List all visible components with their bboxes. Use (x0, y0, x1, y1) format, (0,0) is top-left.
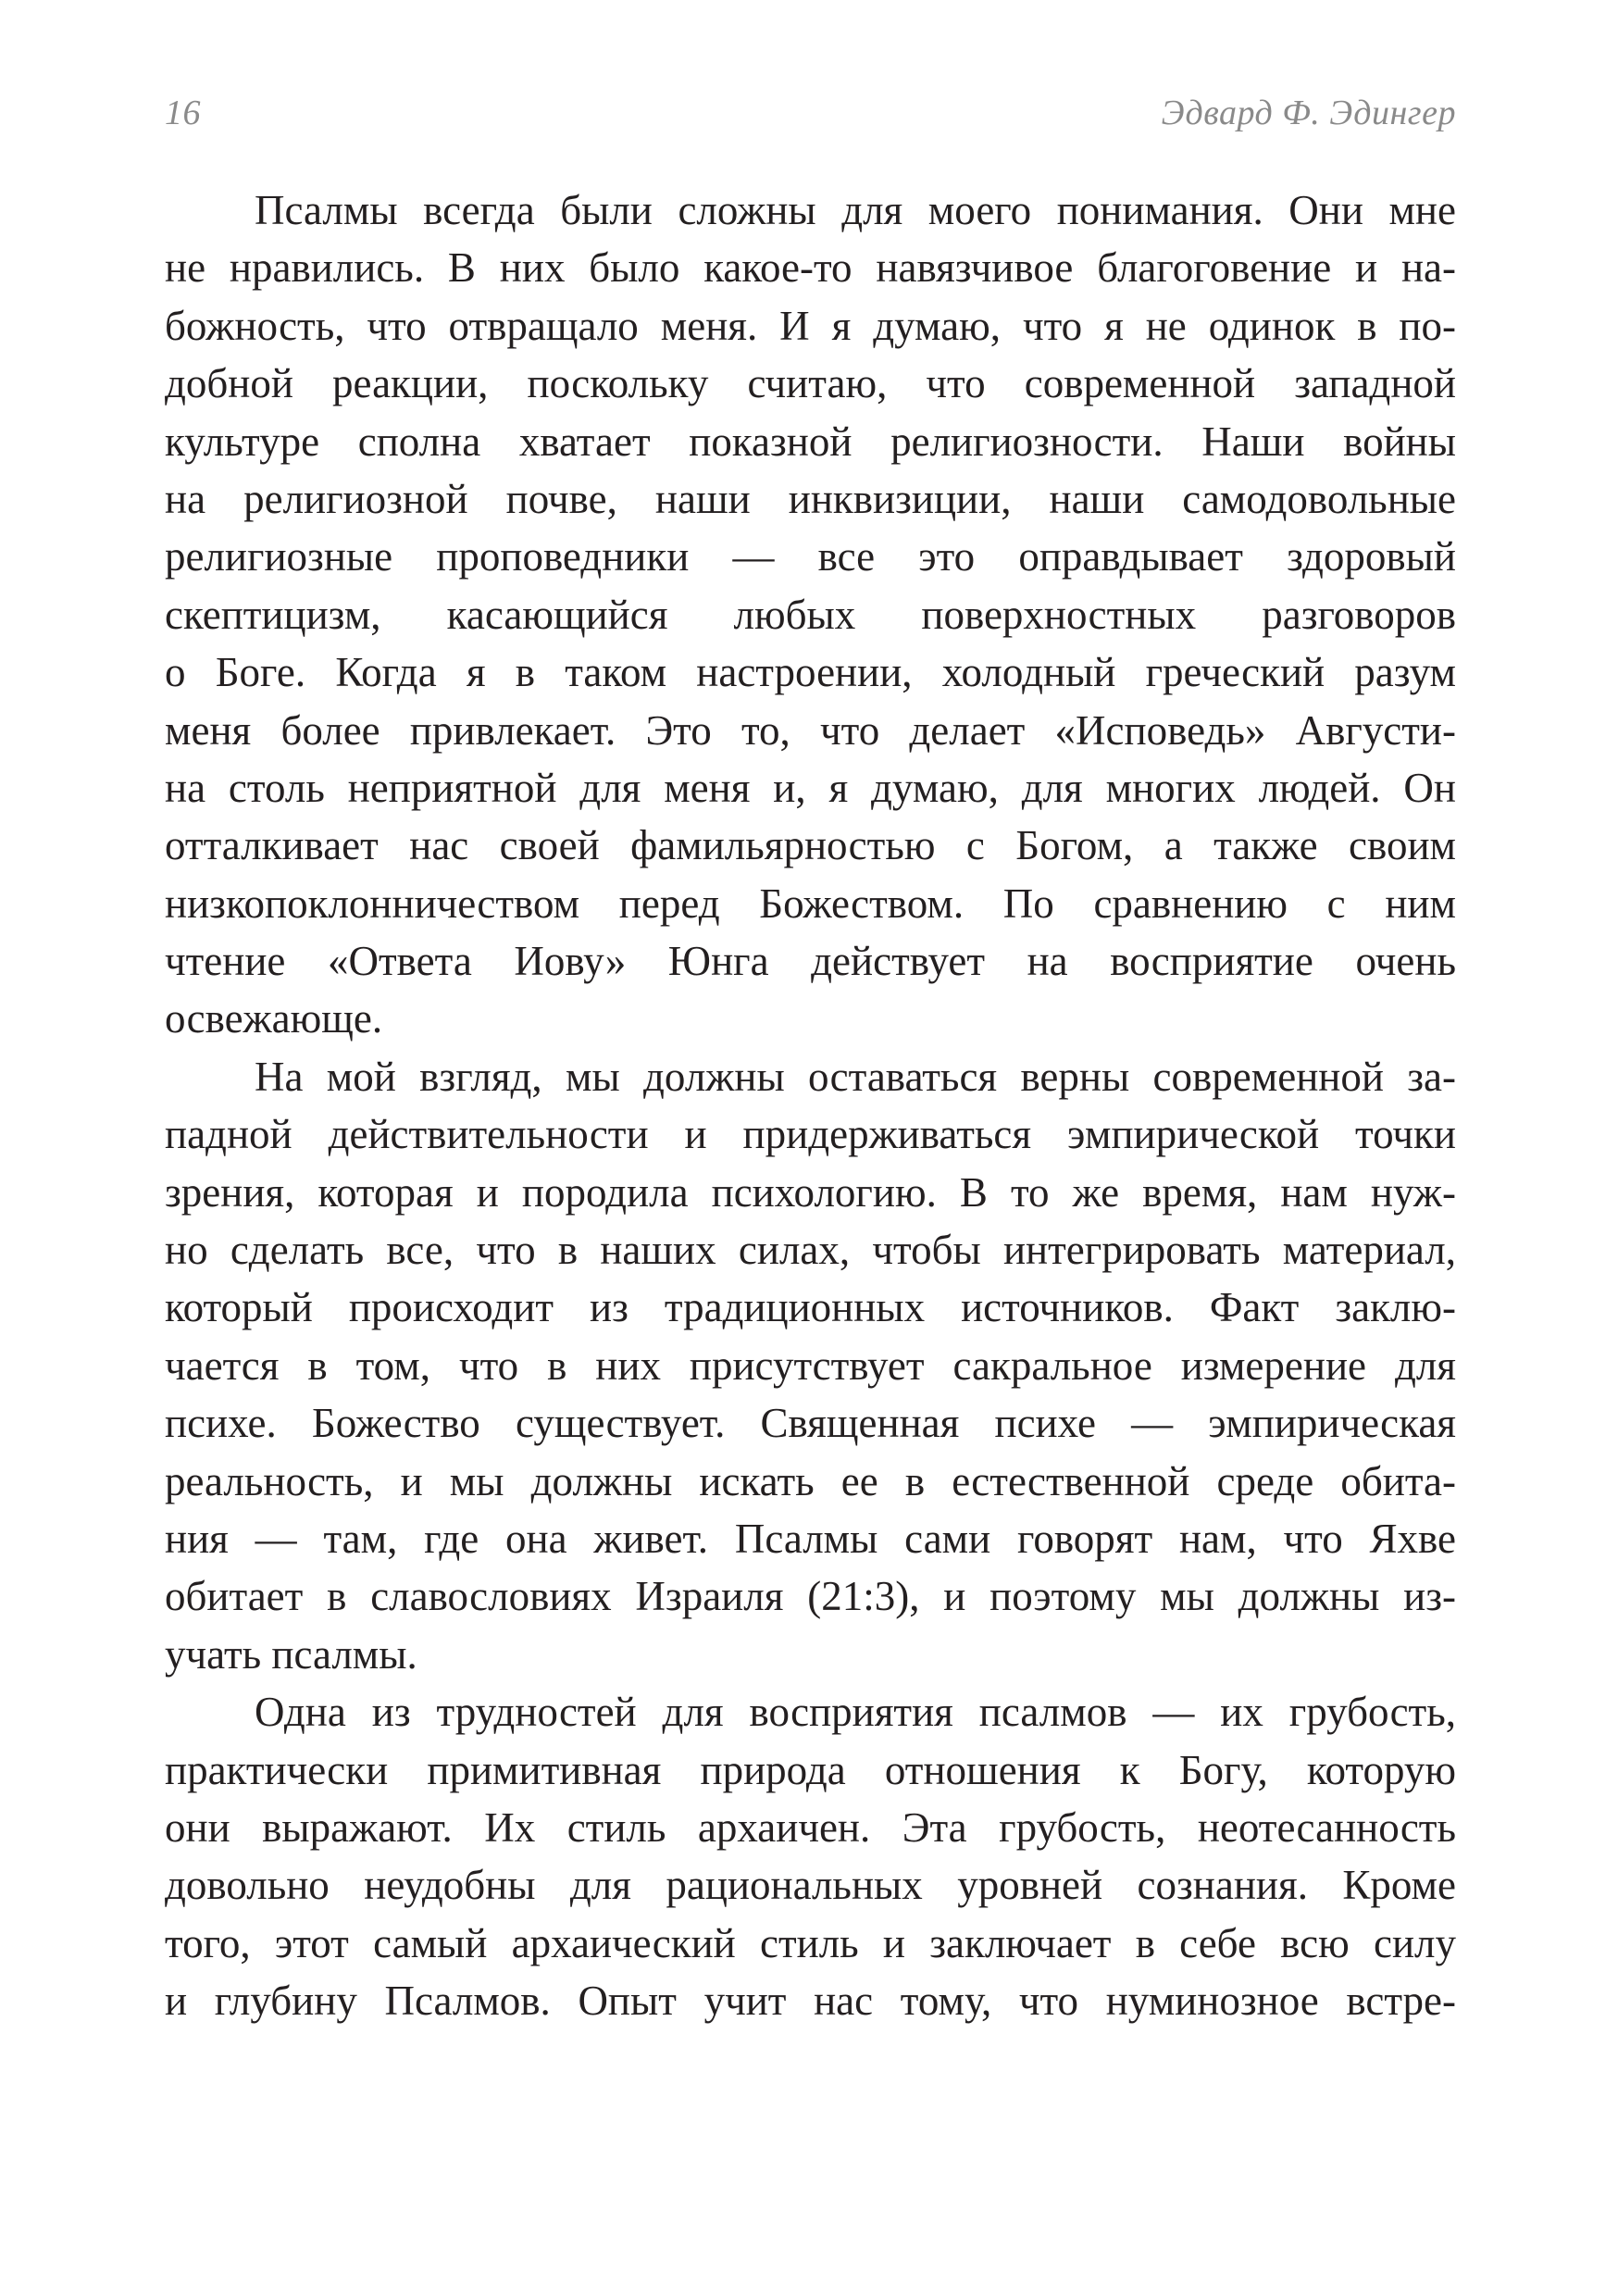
text-line: того, этот самый архаический стиль и заключает в себе всю силу (165, 1919, 1456, 1966)
text-line: который происходит из традиционных источников. Факт заклю- (165, 1284, 1456, 1331)
running-head-author: Эдвард Ф. Эдингер (1161, 94, 1456, 132)
paragraph-1 (165, 181, 1456, 1048)
text-line: реальность, и мы должны искать ее в естественной среде обита- (165, 1457, 1456, 1504)
text-line: отталкивает нас своей фамильярностью с Богом, а также своим (165, 822, 1456, 869)
page-number: 16 (165, 94, 201, 132)
text-line: культуре сполна хватает показной религиозности. Наши войны (165, 418, 1456, 465)
text-line: на религиозной почве, наши инквизиции, наши самодовольные (165, 475, 1456, 522)
text-line: Псалмы всегда были сложны для моего понимания. Они мне (255, 187, 1456, 233)
text-line: довольно неудобны для рациональных уровней сознания. Кроме (165, 1862, 1456, 1909)
text-line: ния — там, где она живет. Псалмы сами говорят нам, что Яхве (165, 1515, 1456, 1562)
paragraph-2 (165, 1048, 1456, 1683)
text-line: чается в том, что в них присутствует сакральное измерение для (165, 1341, 1456, 1389)
text-line: они выражают. Их стиль архаичен. Эта грубость, неотесанность (165, 1803, 1456, 1851)
text-line: божность, что отвращало меня. И я думаю, что я не одинок в по- (165, 302, 1456, 349)
text-line: на столь неприятной для меня и, я думаю, для многих людей. Он (165, 764, 1456, 811)
text-line: освежающе. (165, 995, 383, 1042)
text-line: зрения, которая и породила психологию. В то же время, нам нуж- (165, 1168, 1456, 1216)
text-line: но сделать все, что в наших силах, чтобы интегрировать материал, (165, 1227, 1456, 1274)
text-line: и глубину Псалмов. Опыт учит нас тому, что нуминозное встре- (165, 1978, 1456, 2025)
text-line: чтение «Ответа Иову» Юнга действует на восприятие очень (165, 938, 1456, 985)
text-line: учать псалмы. (165, 1630, 417, 1678)
text-line: о Боге. Когда я в таком настроении, холодный греческий разум (165, 649, 1456, 696)
text-line: Одна из трудностей для восприятия псалмов — их грубость, (255, 1689, 1456, 1736)
text-line: На мой взгляд, мы должны оставаться верны современной за- (255, 1053, 1456, 1100)
text-line: не нравились. В них было какое-то навязчивое благоговение и на- (165, 244, 1456, 292)
body-text (165, 181, 1456, 2030)
text-line: скептицизм, касающийся любых поверхностных разговоров (165, 591, 1456, 638)
text-line: меня более привлекает. Это то, что делает «Исповедь» Августи- (165, 706, 1456, 754)
paragraph-3 (165, 1683, 1456, 2029)
text-line: добной реакции, поскольку считаю, что современной западной (165, 360, 1456, 407)
text-line: низкопоклонничеством перед Божеством. По сравнению с ним (165, 880, 1456, 927)
text-line: падной действительности и придерживаться эмпирической точки (165, 1111, 1456, 1158)
text-line: практически примитивная природа отношения к Богу, которую (165, 1746, 1456, 1793)
text-line: религиозные проповедники — все это оправдывает здоровый (165, 533, 1456, 580)
text-line: психе. Божество существует. Священная психе — эмпирическая (165, 1400, 1456, 1447)
running-head (165, 93, 1456, 148)
text-line: обитает в славословиях Израиля (21:3), и поэтому мы должны из- (165, 1573, 1456, 1620)
